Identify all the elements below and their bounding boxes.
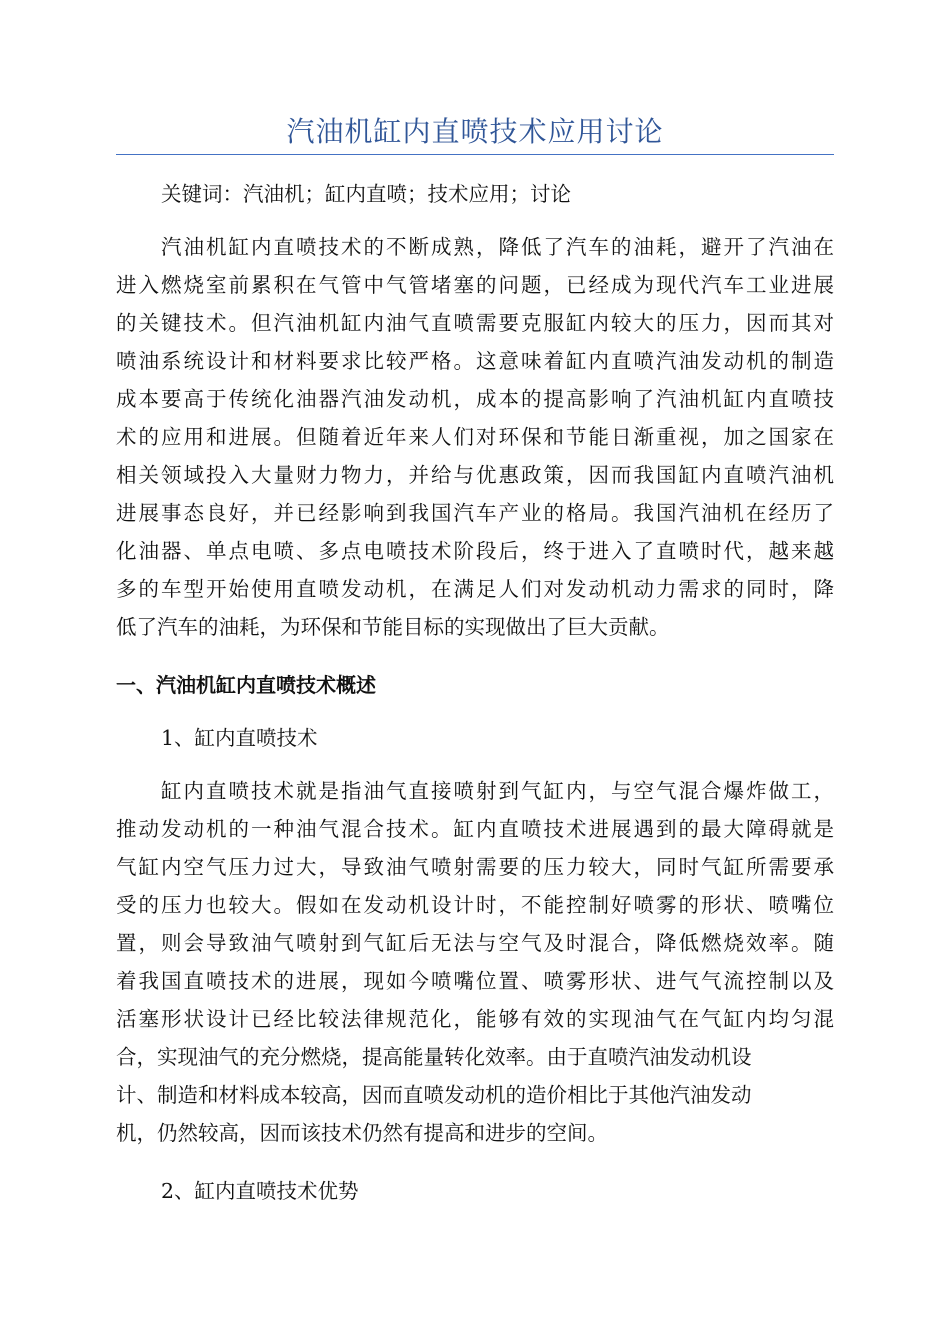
body-line: 推动发动机的一种油气混合技术。缸内直喷技术进展遇到的最大障碍就是 bbox=[116, 817, 834, 841]
body-line: 缸内直喷技术就是指油气直接喷射到气缸内，与空气混合爆炸做工， bbox=[161, 779, 834, 803]
intro-line: 进入燃烧室前累积在气管中气管堵塞的问题，已经成为现代汽车工业进展 bbox=[116, 273, 834, 297]
body-line: 置，则会导致油气喷射到气缸后无法与空气及时混合，降低燃烧效率。随 bbox=[116, 931, 834, 955]
intro-line: 成本要高于传统化油器汽油发动机，成本的提高影响了汽油机缸内直喷技 bbox=[116, 387, 834, 411]
intro-line: 的关键技术。但汽油机缸内油气直喷需要克服缸内较大的压力，因而其对 bbox=[116, 311, 834, 335]
intro-line: 术的应用和进展。但随着近年来人们对环保和节能日渐重视，加之国家在 bbox=[116, 425, 834, 449]
body-line: 计、制造和材料成本较高，因而直喷发动机的造价相比于其他汽油发动 bbox=[116, 1083, 752, 1107]
keywords-line: 关键词：汽油机；缸内直喷；技术应用；讨论 bbox=[161, 182, 571, 206]
body-line: 受的压力也较大。假如在发动机设计时，不能控制好喷雾的形状、喷嘴位 bbox=[116, 893, 834, 917]
intro-line: 汽油机缸内直喷技术的不断成熟，降低了汽车的油耗，避开了汽油在 bbox=[161, 235, 834, 259]
intro-line: 相关领域投入大量财力物力，并给与优惠政策，因而我国缸内直喷汽油机 bbox=[116, 463, 834, 487]
title-underline bbox=[116, 154, 834, 155]
subsection-heading: 1、缸内直喷技术 bbox=[161, 726, 318, 750]
intro-line: 进展事态良好，并已经影响到我国汽车产业的格局。我国汽油机在经历了 bbox=[116, 501, 834, 525]
document-title: 汽油机缸内直喷技术应用讨论 bbox=[286, 115, 664, 148]
body-line: 气缸内空气压力过大，导致油气喷射需要的压力较大，同时气缸所需要承 bbox=[116, 855, 834, 879]
body-line: 机，仍然较高，因而该技术仍然有提高和进步的空间。 bbox=[116, 1121, 608, 1145]
intro-line: 喷油系统设计和材料要求比较严格。这意味着缸内直喷汽油发动机的制造 bbox=[116, 349, 834, 373]
subsection-heading: 2、缸内直喷技术优势 bbox=[161, 1179, 359, 1203]
body-line: 活塞形状设计已经比较法律规范化，能够有效的实现油气在气缸内均匀混 bbox=[116, 1007, 834, 1031]
intro-line: 化油器、单点电喷、多点电喷技术阶段后，终于进入了直喷时代，越来越 bbox=[116, 539, 834, 563]
intro-line: 多的车型开始使用直喷发动机，在满足人们对发动机动力需求的同时，降 bbox=[116, 577, 834, 601]
section-heading: 一、汽油机缸内直喷技术概述 bbox=[116, 673, 376, 697]
body-line: 合，实现油气的充分燃烧，提高能量转化效率。由于直喷汽油发动机设 bbox=[116, 1045, 752, 1069]
intro-line: 低了汽车的油耗，为环保和节能目标的实现做出了巨大贡献。 bbox=[116, 615, 670, 639]
body-line: 着我国直喷技术的进展，现如今喷嘴位置、喷雾形状、进气气流控制以及 bbox=[116, 969, 834, 993]
